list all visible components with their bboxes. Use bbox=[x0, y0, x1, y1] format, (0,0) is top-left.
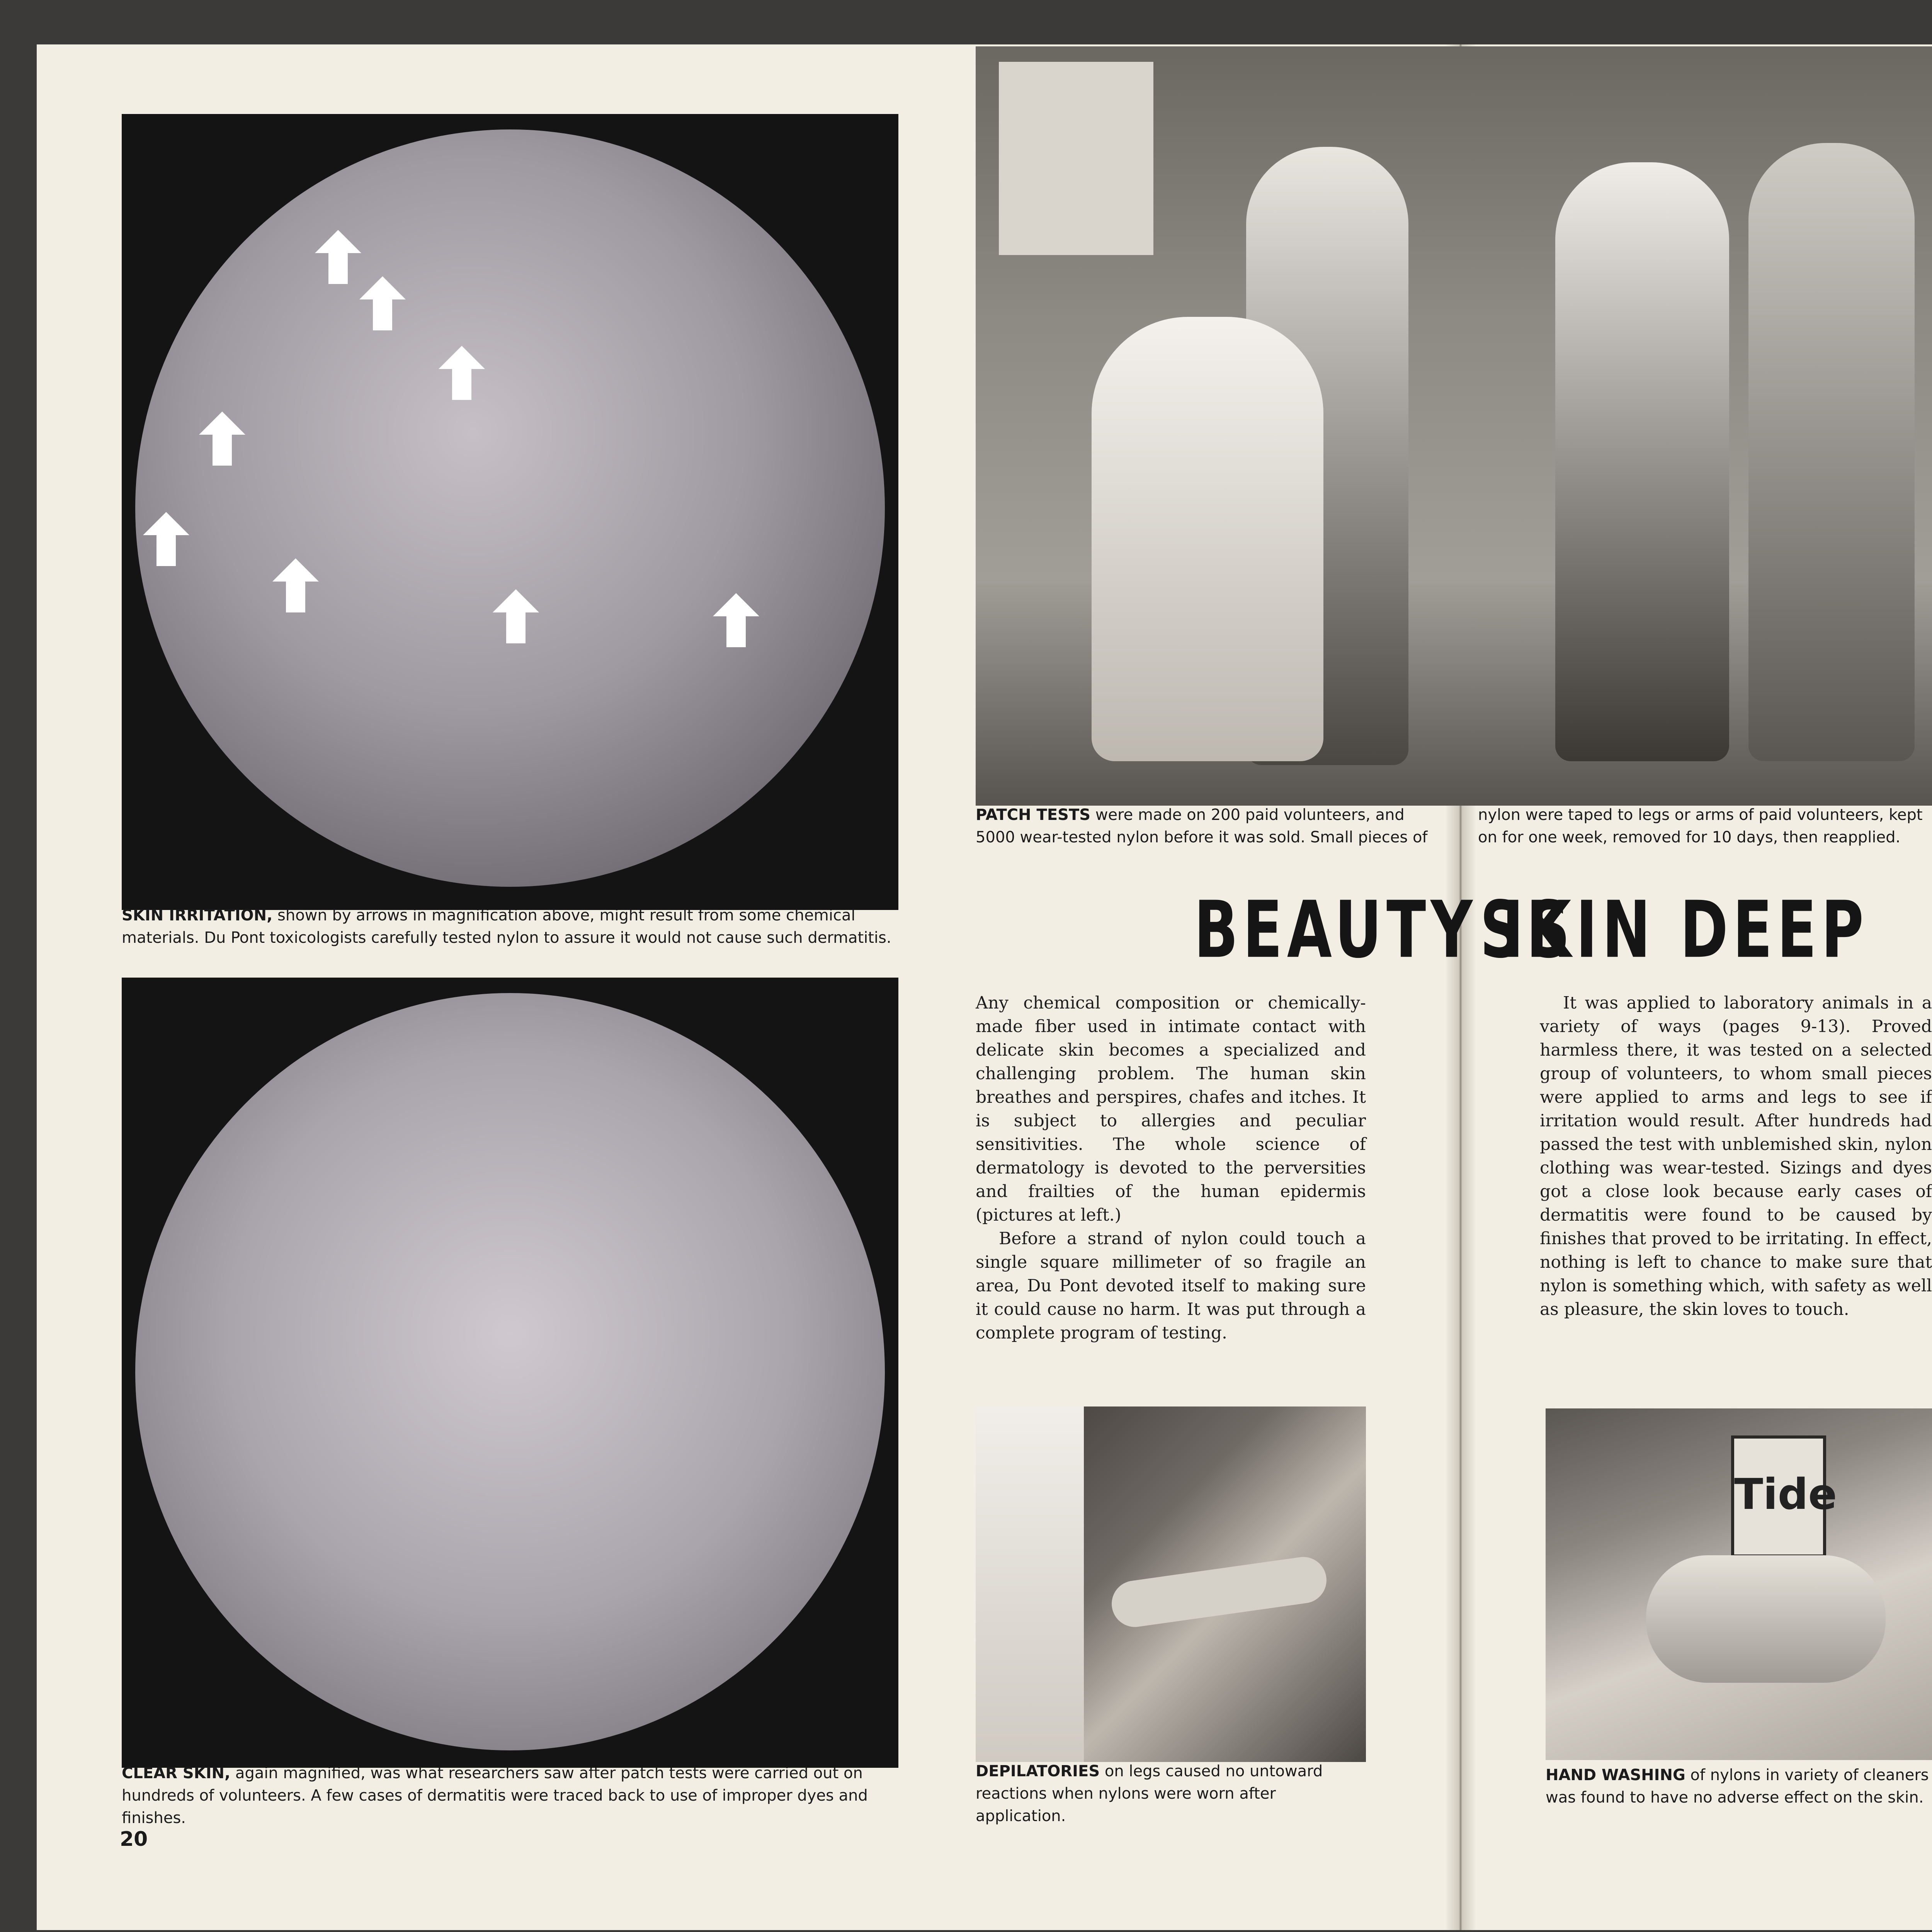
arrow-icon bbox=[359, 276, 406, 330]
figure-shape bbox=[976, 1406, 1084, 1762]
headline-right: SKIN DEEP bbox=[1480, 885, 1869, 976]
body-column-1 bbox=[976, 991, 1366, 1345]
leg-shape bbox=[1109, 1554, 1329, 1630]
arrow-icon bbox=[315, 230, 361, 284]
patch-tests-caption: PATCH TESTS were made on 200 paid volunteers, and 5000 wear-tested nylon before it was sold. Small pieces of bbox=[976, 806, 1428, 846]
depilatories-photo bbox=[976, 1406, 1366, 1762]
patch-tests-caption-continued: nylon were taped to legs or arms of paid volunteers, kept on for one week, removed for 10 days, then reapplied. bbox=[1478, 806, 1923, 846]
detergent-box-label: Tide bbox=[1734, 1469, 1837, 1519]
figure-shape bbox=[1748, 143, 1915, 761]
detergent-box bbox=[1731, 1435, 1837, 1558]
depilatories-caption: DEPILATORIES on legs caused no untoward reactions when nylons were worn after application. bbox=[976, 1762, 1323, 1825]
body-paragraph: Any chemical composition or chemically-made fiber used in intimate contact with delicate skin becomes a specialized and challenging problem. The human skin breathes and perspires, chafes and itches. It is subject to allergies and peculiar sensitivities. The whole science of dermatology is devoted to the perversities and frailties of the human epidermis (pictures at left.) bbox=[976, 993, 1366, 1225]
hand-washing-caption: HAND WASHING of nylons in variety of cleaners was found to have no adverse effect on the skin. bbox=[1546, 1766, 1929, 1806]
arrow-icon bbox=[272, 558, 319, 612]
clear-skin-caption: CLEAR SKIN, again magnified, was what researchers saw after patch tests were carried out on hundreds of volunteers. A few cases of dermatitis were traced back to use of improper dyes and finishes. bbox=[122, 1764, 868, 1827]
arrow-icon bbox=[713, 593, 759, 647]
body-column-2 bbox=[1540, 991, 1932, 1321]
page-number-left: 20 bbox=[120, 1828, 148, 1851]
anatomy-chart bbox=[999, 62, 1153, 255]
irritation-arrows bbox=[122, 114, 898, 910]
arrow-icon bbox=[199, 412, 245, 466]
arrow-icon bbox=[493, 589, 539, 643]
hand-washing-photo bbox=[1546, 1408, 1932, 1760]
headline-left: BEAUTY IS bbox=[1194, 885, 1575, 976]
body-paragraph: Before a strand of nylon could touch a single square millimeter of so fragile an area, Du Pont devoted itself to making sure it could cause no harm. It was put through a complete program of testing. bbox=[976, 1229, 1366, 1343]
clear-skin-photo bbox=[122, 978, 898, 1768]
arrow-icon bbox=[439, 346, 485, 400]
nurse-figure bbox=[1092, 317, 1323, 761]
skin-irritation-caption: SKIN IRRITATION, shown by arrows in magnification above, might result from some chemical materials. Du Pont toxicologists carefully tested nylon to assure it would not cause such dermatitis. bbox=[122, 906, 891, 947]
body-paragraph: It was applied to laboratory animals in a variety of ways (pages 9-13). Proved harmless there, it was tested on a selected group of volunteers, to whom small pieces were applied to arms and legs to see if irritation would result. After hundreds had passed the test with unblemished skin, nylon clothing was wear-tested. Sizings and dyes got a close look because early cases of dermatitis were found to be caused by finishes that proved to be irritating. In effect, nothing is left to chance to make sure that nylon is something which, with safety as well as pleasure, the skin loves to touch. bbox=[1540, 993, 1932, 1319]
arrow-icon bbox=[143, 512, 189, 566]
figure-shape bbox=[1555, 162, 1729, 761]
skin-irritation-photo bbox=[122, 114, 898, 910]
washing-hands bbox=[1646, 1555, 1886, 1683]
magnified-skin-circle bbox=[135, 993, 885, 1750]
patch-tests-photo bbox=[976, 46, 1932, 806]
